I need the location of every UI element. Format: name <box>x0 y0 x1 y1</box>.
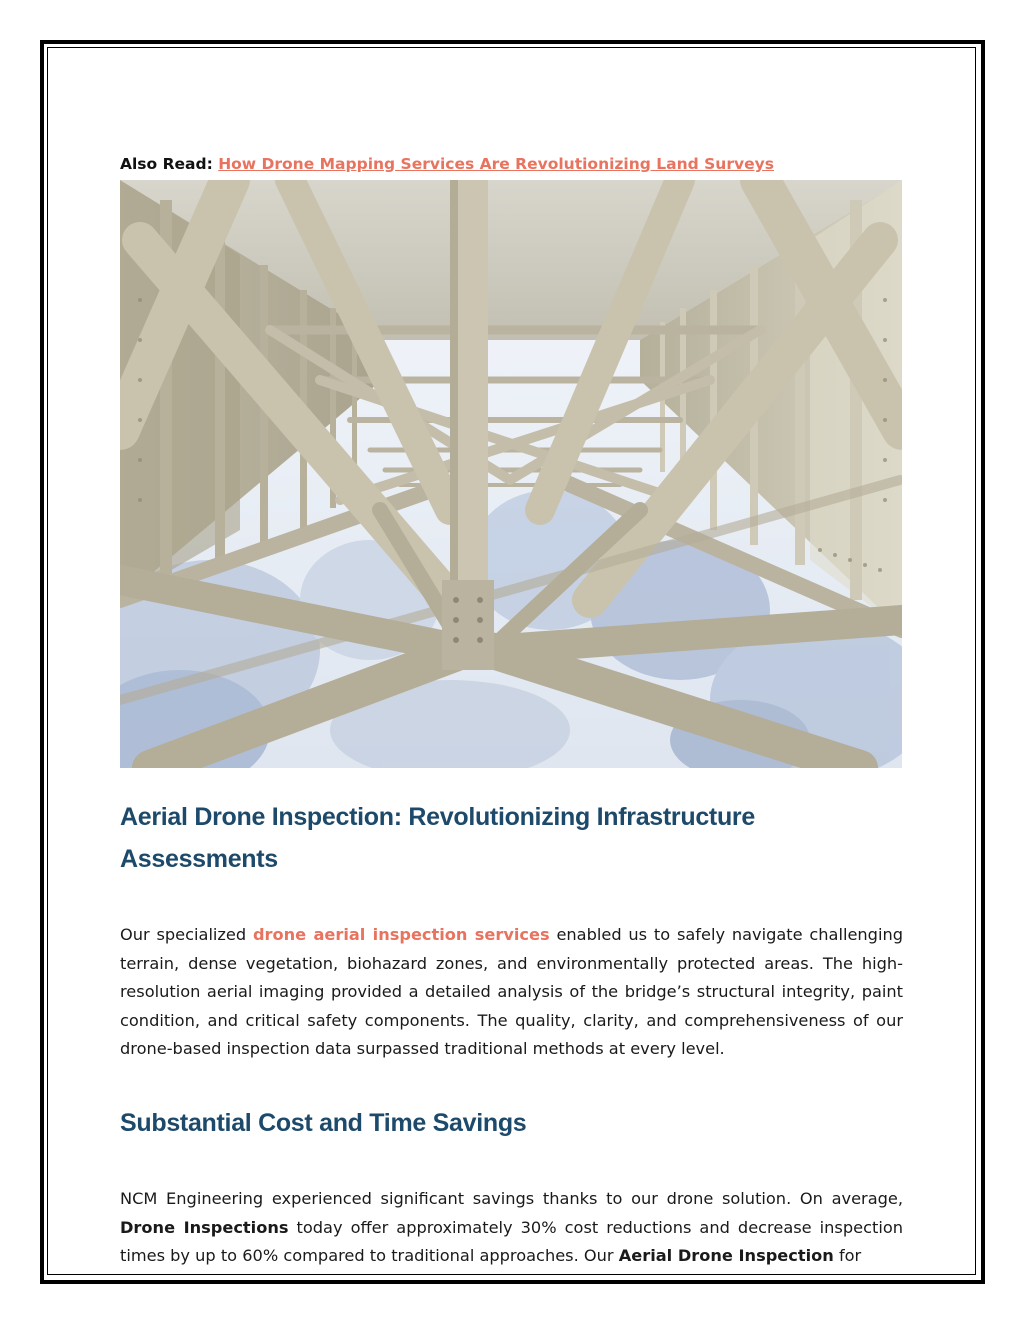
bold-drone-inspections: Drone Inspections <box>120 1217 289 1237</box>
also-read-label: Also Read: <box>120 155 213 173</box>
paragraph-text: NCM Engineering experienced significant savings thanks to our drone solution. On average, <box>120 1189 903 1209</box>
paragraph-cost-time-savings <box>120 1185 903 1271</box>
section-heading-cost-time-savings: Substantial Cost and Time Savings <box>120 1109 527 1137</box>
paragraph-aerial-drone-inspection <box>120 921 903 1064</box>
also-read <box>120 155 774 173</box>
bold-aerial-drone-inspection: Aerial Drone Inspection <box>618 1246 834 1266</box>
bridge-photo <box>120 180 902 768</box>
drone-aerial-inspection-services-link[interactable]: drone aerial inspection services <box>252 925 550 945</box>
paragraph-text: today offer approximately 30% cost reductions and decrease inspection times by up to 60% compared to traditional approaches. Our <box>120 1217 903 1266</box>
section-heading-aerial-drone-inspection: Aerial Drone Inspection: Revolutionizing Infrastructure Assessments <box>120 803 755 873</box>
paragraph-text: enabled us to safely navigate challenging terrain, dense vegetation, biohazard zones, and environmentally protected areas. The high-resolution aerial imaging provided a detailed analysis of the bridge’s structural integrity, paint condition, and critical safety components. The quality, clarity, and comprehensiveness of our drone-based inspection data surpassed traditional methods at every level. <box>120 925 903 1059</box>
paragraph-text: for <box>833 1246 862 1266</box>
also-read-link[interactable]: How Drone Mapping Services Are Revolutionizing Land Surveys <box>218 155 774 173</box>
paragraph-text: Our specialized <box>120 925 253 945</box>
